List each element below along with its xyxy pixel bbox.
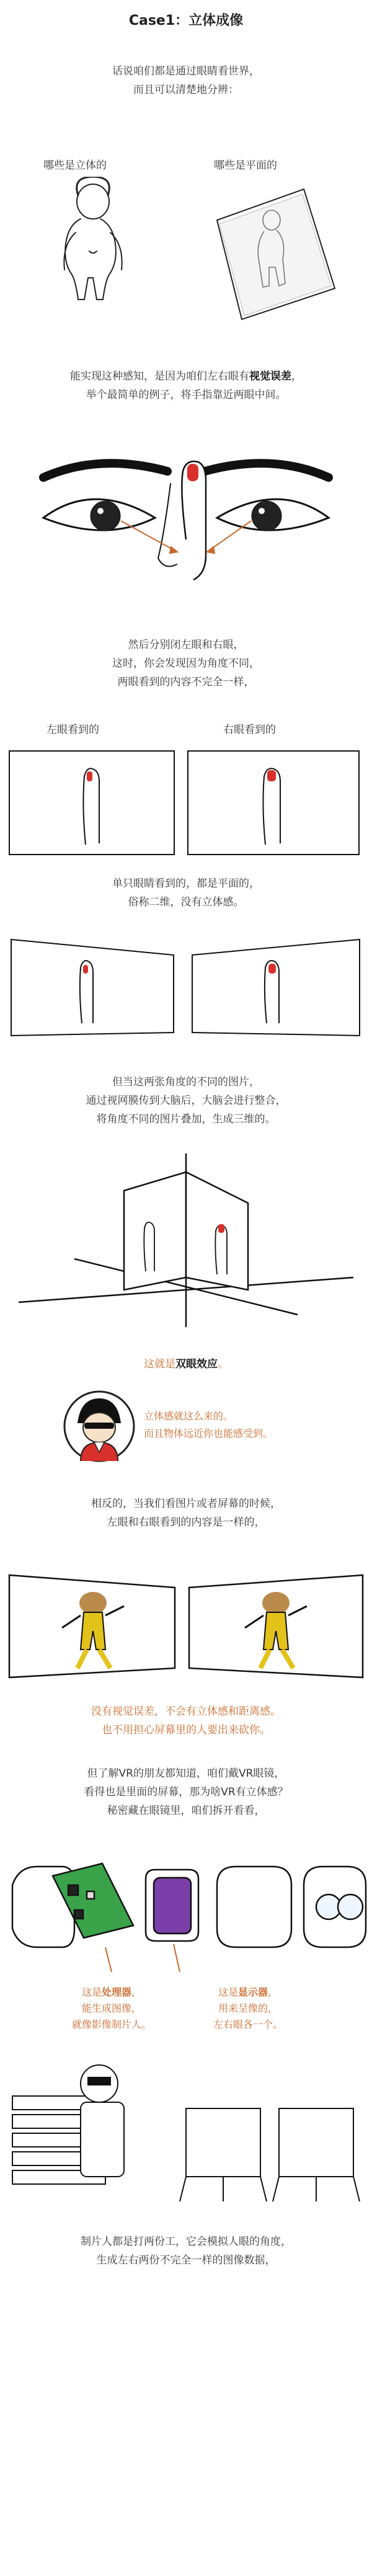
finger-left-view-icon: [10, 752, 174, 854]
single-eye-line-1: 单只眼睛看到的，都是平面的，: [112, 877, 260, 890]
close-eyes-line-1: 然后分别闭左眼和右眼，: [128, 639, 244, 651]
binocular-highlight: 双眼效应: [175, 1358, 218, 1370]
merge-line-3: 将角度不同的图片叠加，生成三维的。: [96, 1113, 276, 1126]
single-eye-text: [0, 874, 372, 912]
right-eye-label: 右眼看到的: [223, 724, 276, 736]
intro-line-2: 而且可以清楚地分辨：: [133, 84, 239, 96]
avatar-note: [144, 1408, 273, 1442]
display-line-2: 用来呈像的，: [218, 2002, 278, 2014]
processor-line-2: 能生成图像，: [81, 2002, 141, 2014]
visual-error-highlight: 视觉误差: [249, 370, 291, 383]
avatar: [62, 1389, 136, 1463]
screen-line-2: 左眼和右眼看到的内容是一样的，: [107, 1516, 265, 1529]
close-eyes-text: [0, 636, 372, 691]
label-3d: 哪些是立体的: [43, 159, 107, 172]
flat-photo-illustration: [198, 177, 347, 326]
close-eyes-line-3: 两眼看到的内容不完全一样，: [117, 676, 255, 688]
page-title: Case1：立体成像: [128, 13, 244, 29]
binocular-pre: 这就是: [144, 1358, 175, 1370]
merge-line-2: 通过视网膜传到大脑后，大脑会进行整合，: [86, 1095, 286, 1107]
standing-figure-illustration: [37, 177, 149, 319]
vr-line-1: 但了解VR的朋友都知道，咱们戴VR眼镜，: [87, 1767, 285, 1780]
display-text: [186, 1984, 310, 2033]
display-highlight: 显示器: [237, 1986, 268, 1998]
left-eye-label: 左眼看到的: [46, 724, 99, 736]
visual-error-line-1: 能实现这种感知，是因为咱们左右眼有视觉误差，: [70, 370, 302, 383]
vr-line-2: 看得也是里面的屏幕，那为啥VR有立体感？: [84, 1786, 288, 1798]
intro-line-1: 话说咱们都是通过眼睛看世界，: [112, 65, 260, 78]
no-error-line-2: 也不用担心屏幕里的人要出来砍你。: [102, 1724, 270, 1736]
display-line-3: 左右眼各一个。: [213, 2019, 283, 2030]
visual-error-text: [0, 367, 372, 404]
left-eye-view: [9, 750, 175, 855]
perspective-views-illustration: [0, 930, 372, 1042]
label-flat: 哪些是平面的: [214, 159, 277, 172]
vr-exploded-illustration: [0, 1842, 372, 1972]
vr-text: [0, 1764, 372, 1820]
screen-line-1: 相反的，当我们看图片或者屏幕的时候，: [91, 1498, 281, 1510]
binocular-text: 这就是双眼效应。: [144, 1358, 228, 1370]
producer-line-2: 生成左右两份不完全一样的图像数据，: [96, 2254, 276, 2267]
finger-right-view-icon: [188, 752, 358, 854]
no-error-line-1: 没有视觉误差，不会有立体感和距离感。: [91, 1705, 281, 1718]
visual-error-line-2: 举个最简单的例子，将手指靠近两眼中间。: [86, 389, 286, 401]
avatar-note-line-1: 立体感就这么来的。: [144, 1410, 234, 1422]
screen-text: [0, 1495, 372, 1532]
right-eye-view: [187, 750, 360, 855]
close-eyes-line-2: 这时，你会发现因为角度不同，: [112, 657, 260, 670]
single-eye-line-2: 俗称二维，没有立体感。: [128, 896, 244, 908]
display-line-1: 这是显示器，: [218, 1986, 278, 1998]
processor-text: [50, 1984, 174, 2033]
merge-line-1: 但当这两张角度的不同的图片，: [112, 1076, 260, 1088]
processor-highlight: 处理器: [101, 1986, 131, 1998]
no-error-text: [0, 1702, 372, 1739]
eyes-and-finger-illustration: [0, 453, 372, 614]
producer-text: [0, 2232, 372, 2270]
producer-and-easels-illustration: [0, 2053, 372, 2208]
3d-merge-illustration: [0, 1147, 372, 1333]
processor-line-1: 这是处理器，: [81, 1986, 142, 1998]
merge-text: [0, 1073, 372, 1129]
same-image-screens-illustration: [0, 1569, 372, 1681]
producer-line-1: 制片人都是打两份工，它会模拟人眼的角度，: [81, 2236, 291, 2248]
processor-line-3: 就像影像制片人。: [71, 2019, 151, 2030]
avatar-note-line-2: 而且物体远近你也能感受到。: [144, 1428, 273, 1439]
intro-text: [0, 62, 372, 99]
vr-line-3: 秘密藏在眼镜里，咱们拆开看看，: [107, 1805, 265, 1817]
